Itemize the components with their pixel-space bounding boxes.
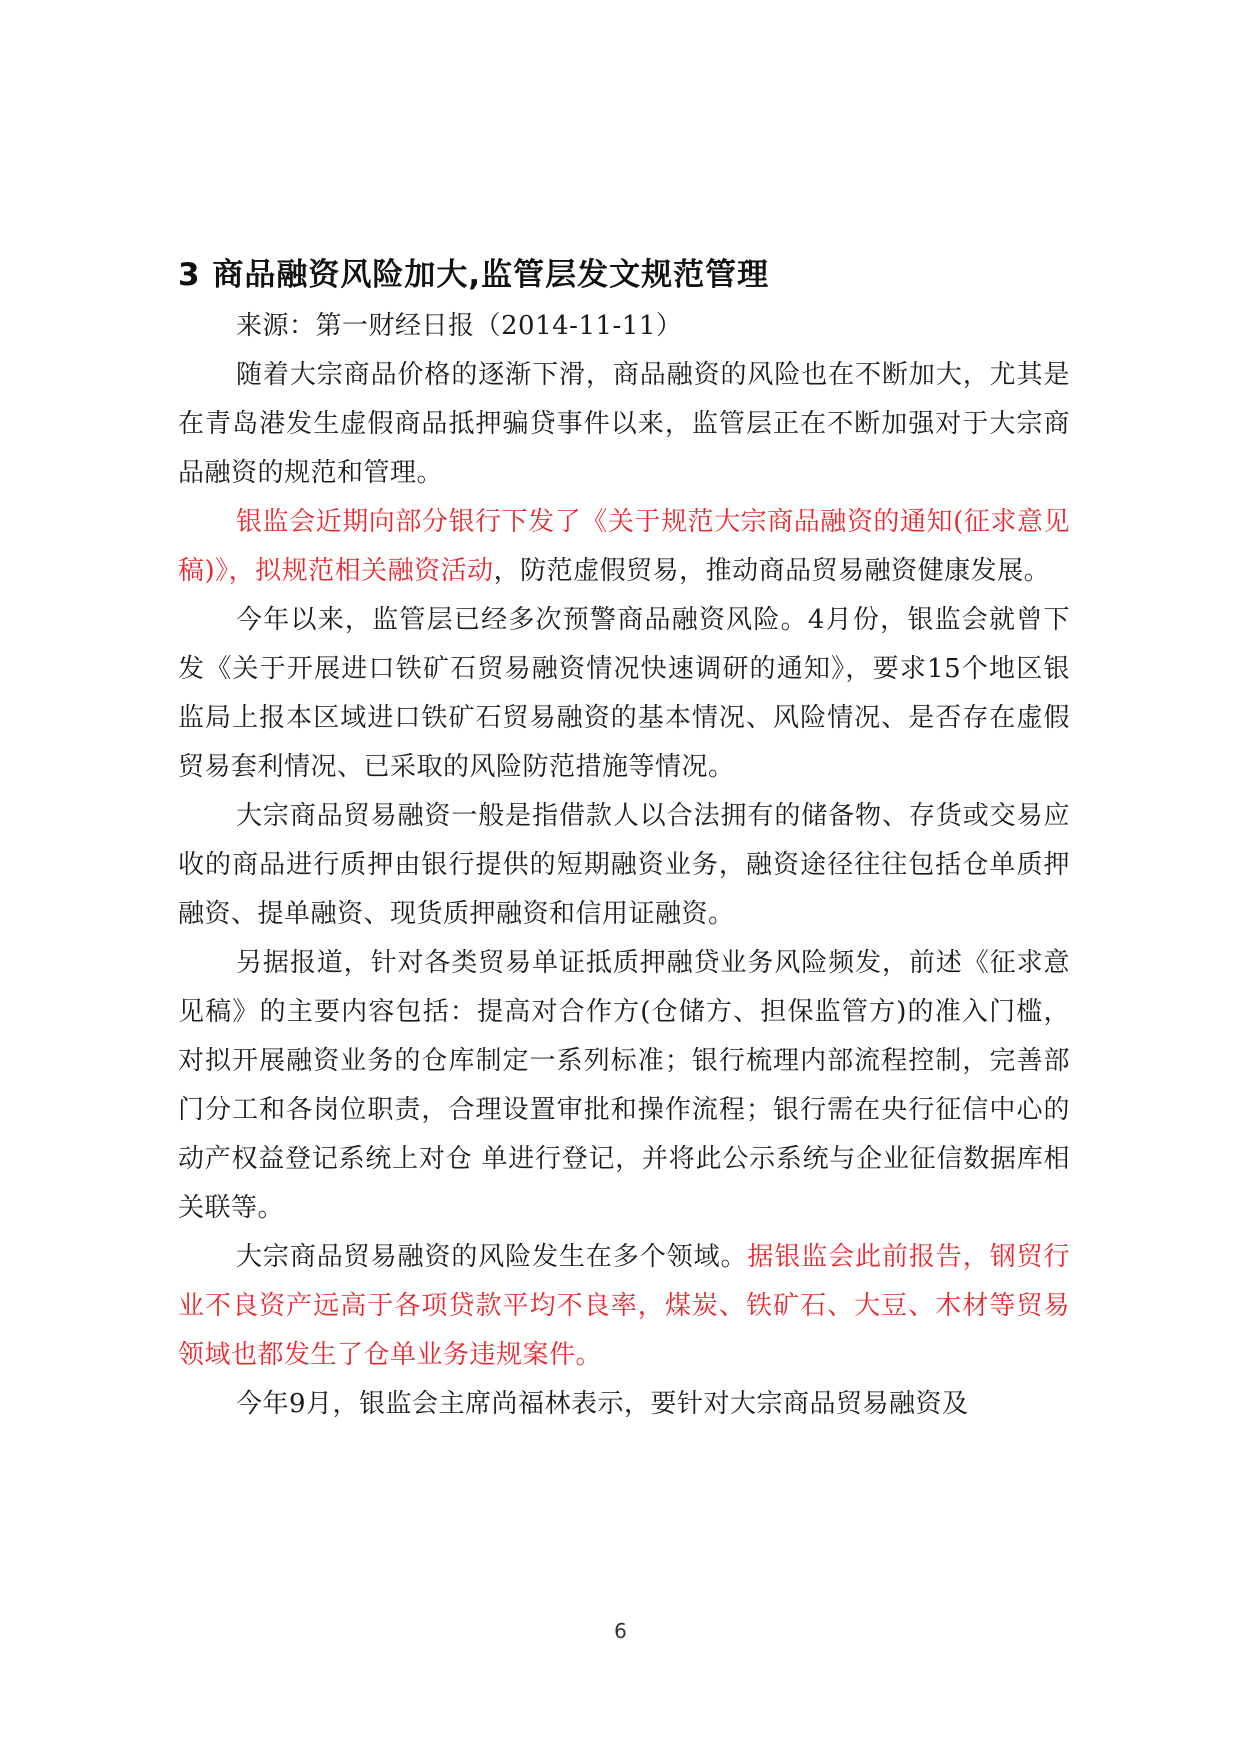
- section-title: 3 商品融资风险加大,监管层发文规范管理: [178, 257, 770, 293]
- paragraph-6: [178, 1233, 1070, 1380]
- paragraph-text: 大宗商品贸易融资的风险发生在多个领域。: [236, 1242, 748, 1272]
- page-number: 6: [614, 1619, 627, 1643]
- paragraph-3: 今年以来，监管层已经多次预警商品融资风险。4月份，银监会就曾下发《关于开展进口铁矿石贸易融资情况快速调研的通知》，要求15个地区银监局上报本区域进口铁矿石贸易融资的基本情况、风险情况、是否存在虚假贸易套利情况、已采取的风险防范措施等情况。: [178, 605, 1070, 782]
- paragraph-2: [178, 498, 1070, 596]
- paragraph-7: 今年9月，银监会主席尚福林表示，要针对大宗商品贸易融资及: [236, 1389, 969, 1419]
- paragraph-4: 大宗商品贸易融资一般是指借款人以合法拥有的储备物、存货或交易应收的商品进行质押由银行提供的短期融资业务，融资途径往往包括仓单质押融资、提单融资、现货质押融资和信用证融资。: [178, 801, 1070, 929]
- paragraph-text: ，防范虚假贸易，推动商品贸易融资健康发展。: [493, 556, 1051, 586]
- highlighted-text: 据银监会此前报告，钢贸行业不良资产远高于各项贷款平均不良率，煤炭、铁矿石、大豆、木材等贸易领域也都发生了仓单业务违规案件。: [178, 1242, 1070, 1370]
- paragraph-1: 随着大宗商品价格的逐渐下滑，商品融资的风险也在不断加大，尤其是在青岛港发生虚假商品抵押骗贷事件以来，监管层正在不断加强对于大宗商品融资的规范和管理。: [178, 360, 1070, 488]
- article-source: 来源：第一财经日报（2014-11-11）: [236, 311, 683, 341]
- article-body: [178, 252, 1070, 1429]
- paragraph-5: 另据报道，针对各类贸易单证抵质押融贷业务风险频发，前述《征求意见稿》的主要内容包括：提高对合作方(仓储方、担保监管方)的准入门槛，对拟开展融资业务的仓库制定一系列标准；银行梳理内部流程控制，完善部门分工和各岗位职责，合理设置审批和操作流程；银行需在央行征信中心的动产权益登记系统上对仓 单进行登记，并将此公示系统与企业征信数据库相关联等。: [178, 948, 1070, 1223]
- highlighted-text: 银监会近期向部分银行下发了《关于规范大宗商品融资的通知(征求意见稿)》，拟规范相关融资活动: [178, 507, 1070, 586]
